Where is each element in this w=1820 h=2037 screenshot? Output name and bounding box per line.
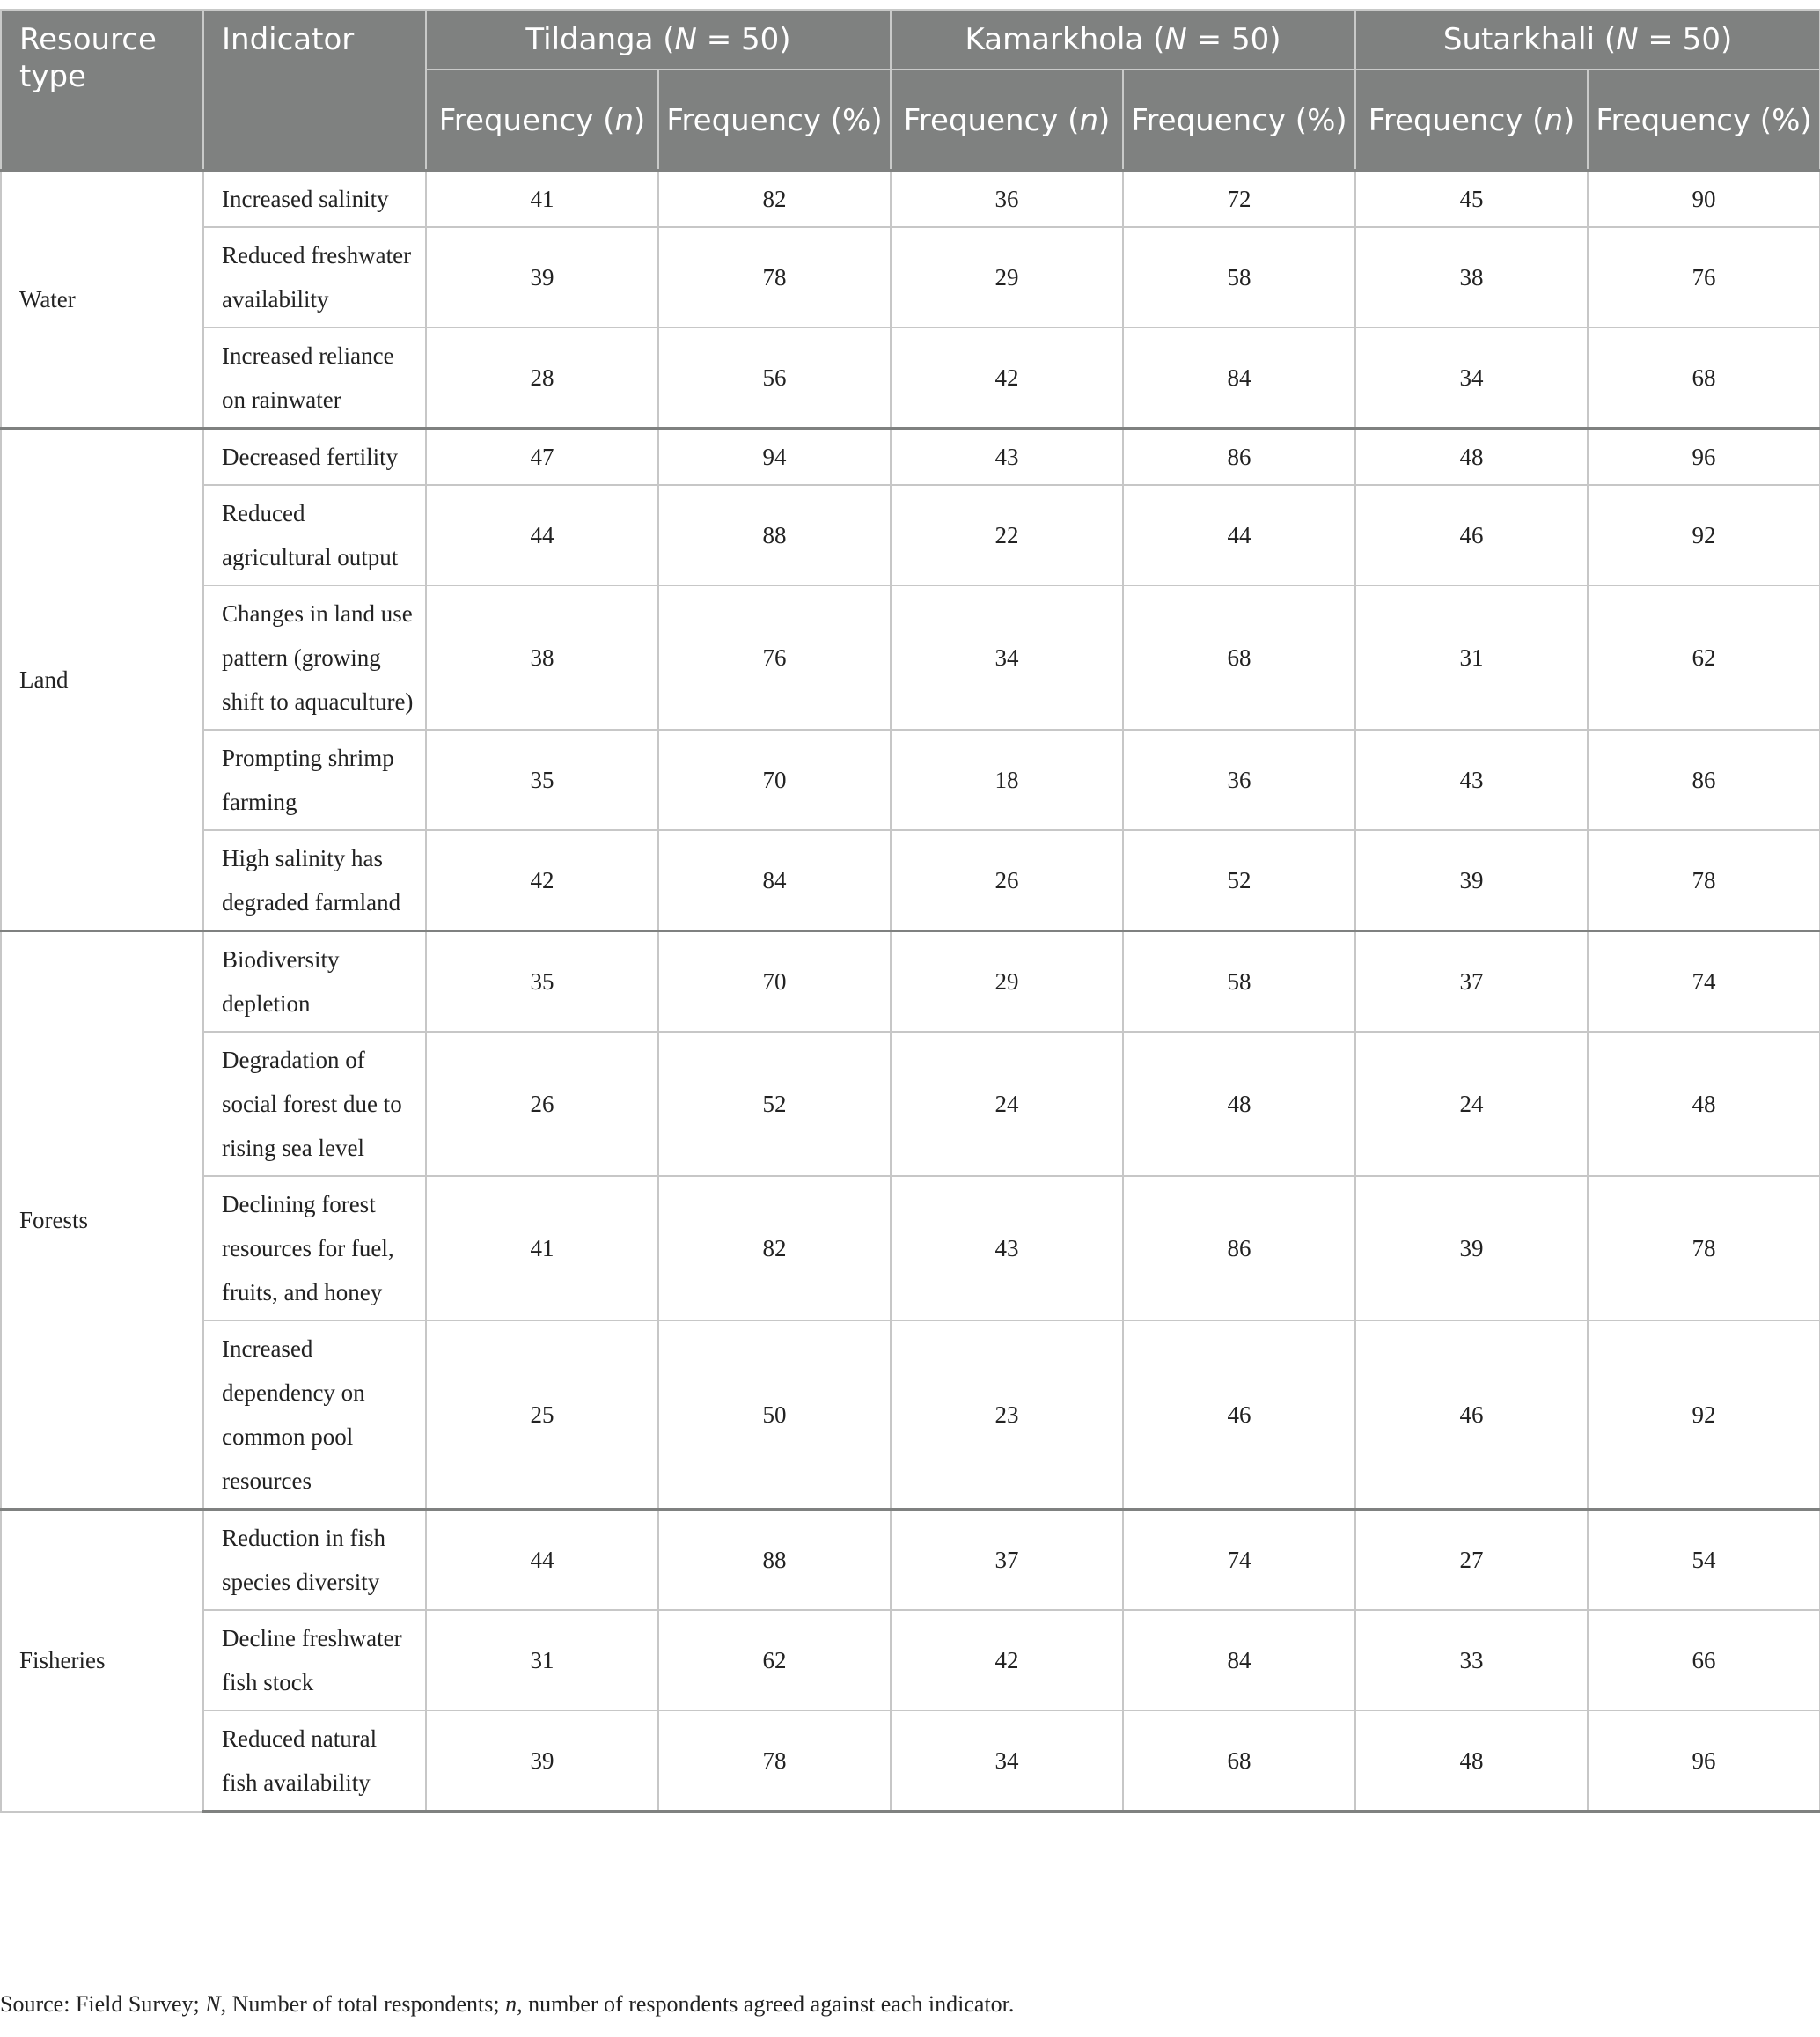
indicator-cell: Prompting shrimp farming — [203, 730, 426, 830]
header-frequency-pct: Frequency (%) — [1123, 70, 1355, 171]
frequency-pct-cell: 72 — [1123, 171, 1355, 228]
frequency-n-cell: 36 — [891, 171, 1123, 228]
frequency-pct-cell: 82 — [658, 171, 891, 228]
frequency-n-cell: 35 — [426, 730, 658, 830]
frequency-n-cell: 27 — [1355, 1510, 1588, 1611]
frequency-n-cell: 43 — [1355, 730, 1588, 830]
indicator-cell: Decline freshwater fish stock — [203, 1610, 426, 1710]
frequency-n-cell: 23 — [891, 1320, 1123, 1510]
header-village-kamarkhola: Kamarkhola (N = 50) — [891, 10, 1355, 70]
frequency-n-cell: 24 — [1355, 1032, 1588, 1176]
frequency-n-cell: 48 — [1355, 1710, 1588, 1812]
header-frequency-n: Frequency (n) — [891, 70, 1123, 171]
frequency-pct-cell: 70 — [658, 730, 891, 830]
frequency-pct-cell: 78 — [1588, 830, 1820, 931]
frequency-pct-cell: 78 — [658, 1710, 891, 1812]
frequency-pct-cell: 50 — [658, 1320, 891, 1510]
frequency-n-cell: 34 — [891, 585, 1123, 730]
indicator-cell: Reduced natural fish availability — [203, 1710, 426, 1812]
frequency-n-cell: 29 — [891, 931, 1123, 1033]
frequency-pct-cell: 86 — [1123, 1176, 1355, 1320]
table-row — [1, 1710, 1820, 1812]
frequency-pct-cell: 68 — [1123, 585, 1355, 730]
frequency-n-cell: 41 — [426, 1176, 658, 1320]
frequency-pct-cell: 88 — [658, 1510, 891, 1611]
frequency-n-cell: 39 — [1355, 830, 1588, 931]
frequency-n-cell: 37 — [1355, 931, 1588, 1033]
frequency-n-cell: 18 — [891, 730, 1123, 830]
indicator-cell: Reduced agricultural output — [203, 485, 426, 585]
indicator-cell: Declining forest resources for fuel, fruits, and honey — [203, 1176, 426, 1320]
frequency-n-cell: 44 — [426, 1510, 658, 1611]
table-row — [1, 171, 1820, 228]
table-row — [1, 485, 1820, 585]
frequency-pct-cell: 74 — [1123, 1510, 1355, 1611]
frequency-pct-cell: 58 — [1123, 227, 1355, 327]
table-row — [1, 327, 1820, 429]
frequency-pct-cell: 74 — [1588, 931, 1820, 1033]
frequency-n-cell: 45 — [1355, 171, 1588, 228]
header-frequency-pct: Frequency (%) — [658, 70, 891, 171]
frequency-pct-cell: 54 — [1588, 1510, 1820, 1611]
header-indicator: Indicator — [203, 10, 426, 171]
frequency-n-cell: 26 — [891, 830, 1123, 931]
frequency-pct-cell: 44 — [1123, 485, 1355, 585]
frequency-n-cell: 28 — [426, 327, 658, 429]
frequency-pct-cell: 76 — [1588, 227, 1820, 327]
header-village-sutarkhali: Sutarkhali (N = 50) — [1355, 10, 1820, 70]
frequency-n-cell: 42 — [891, 1610, 1123, 1710]
frequency-pct-cell: 92 — [1588, 1320, 1820, 1510]
frequency-n-cell: 41 — [426, 171, 658, 228]
frequency-n-cell: 34 — [891, 1710, 1123, 1812]
frequency-n-cell: 38 — [426, 585, 658, 730]
indicator-cell: Decreased fertility — [203, 429, 426, 486]
frequency-pct-cell: 36 — [1123, 730, 1355, 830]
frequency-n-cell: 34 — [1355, 327, 1588, 429]
indicator-cell: Changes in land use pattern (growing shift to aquaculture) — [203, 585, 426, 730]
table-row — [1, 585, 1820, 730]
frequency-n-cell: 26 — [426, 1032, 658, 1176]
frequency-pct-cell: 78 — [658, 227, 891, 327]
frequency-pct-cell: 82 — [658, 1176, 891, 1320]
frequency-pct-cell: 78 — [1588, 1176, 1820, 1320]
frequency-n-cell: 38 — [1355, 227, 1588, 327]
frequency-pct-cell: 62 — [1588, 585, 1820, 730]
frequency-pct-cell: 52 — [1123, 830, 1355, 931]
frequency-pct-cell: 68 — [1123, 1710, 1355, 1812]
header-frequency-n: Frequency (n) — [1355, 70, 1588, 171]
indicator-cell: Increased salinity — [203, 171, 426, 228]
frequency-n-cell: 37 — [891, 1510, 1123, 1611]
indicator-cell: Reduced freshwater availability — [203, 227, 426, 327]
frequency-pct-cell: 96 — [1588, 1710, 1820, 1812]
frequency-n-cell: 44 — [426, 485, 658, 585]
frequency-pct-cell: 62 — [658, 1610, 891, 1710]
frequency-n-cell: 39 — [426, 1710, 658, 1812]
table-row — [1, 1176, 1820, 1320]
frequency-pct-cell: 88 — [658, 485, 891, 585]
frequency-pct-cell: 84 — [1123, 1610, 1355, 1710]
frequency-n-cell: 39 — [1355, 1176, 1588, 1320]
frequency-pct-cell: 48 — [1588, 1032, 1820, 1176]
table-footnote: Source: Field Survey; N, Number of total respondents; n, number of respondents agreed against each indicator. — [0, 1991, 1015, 2017]
table-row — [1, 227, 1820, 327]
resource-type-cell: Land — [1, 429, 203, 931]
frequency-n-cell: 31 — [426, 1610, 658, 1710]
table-header — [1, 10, 1820, 171]
table-body — [1, 171, 1820, 1812]
frequency-pct-cell: 92 — [1588, 485, 1820, 585]
frequency-pct-cell: 96 — [1588, 429, 1820, 486]
frequency-n-cell: 25 — [426, 1320, 658, 1510]
resource-type-cell: Fisheries — [1, 1510, 203, 1812]
header-village-tildanga: Tildanga (N = 50) — [426, 10, 891, 70]
header-resource-type: Resource type — [1, 10, 203, 171]
frequency-pct-cell: 52 — [658, 1032, 891, 1176]
header-frequency-pct: Frequency (%) — [1588, 70, 1820, 171]
frequency-n-cell: 46 — [1355, 1320, 1588, 1510]
survey-table — [0, 9, 1820, 1813]
frequency-n-cell: 46 — [1355, 485, 1588, 585]
indicator-cell: Degradation of social forest due to rising sea level — [203, 1032, 426, 1176]
table-row — [1, 830, 1820, 931]
frequency-n-cell: 33 — [1355, 1610, 1588, 1710]
table-row — [1, 931, 1820, 1033]
frequency-pct-cell: 56 — [658, 327, 891, 429]
frequency-n-cell: 43 — [891, 429, 1123, 486]
table-row — [1, 1610, 1820, 1710]
indicator-cell: Increased dependency on common pool resources — [203, 1320, 426, 1510]
frequency-pct-cell: 86 — [1588, 730, 1820, 830]
indicator-cell: Biodiversity depletion — [203, 931, 426, 1033]
frequency-n-cell: 24 — [891, 1032, 1123, 1176]
table-row — [1, 1032, 1820, 1176]
frequency-pct-cell: 86 — [1123, 429, 1355, 486]
indicator-cell: High salinity has degraded farmland — [203, 830, 426, 931]
frequency-pct-cell: 46 — [1123, 1320, 1355, 1510]
frequency-n-cell: 22 — [891, 485, 1123, 585]
frequency-pct-cell: 66 — [1588, 1610, 1820, 1710]
table-row — [1, 429, 1820, 486]
frequency-pct-cell: 90 — [1588, 171, 1820, 228]
frequency-n-cell: 29 — [891, 227, 1123, 327]
frequency-pct-cell: 84 — [1123, 327, 1355, 429]
frequency-pct-cell: 48 — [1123, 1032, 1355, 1176]
frequency-n-cell: 42 — [891, 327, 1123, 429]
header-frequency-n: Frequency (n) — [426, 70, 658, 171]
frequency-n-cell: 47 — [426, 429, 658, 486]
frequency-pct-cell: 84 — [658, 830, 891, 931]
frequency-n-cell: 42 — [426, 830, 658, 931]
frequency-n-cell: 31 — [1355, 585, 1588, 730]
table-row — [1, 1510, 1820, 1611]
table-row — [1, 1320, 1820, 1510]
frequency-n-cell: 39 — [426, 227, 658, 327]
frequency-pct-cell: 68 — [1588, 327, 1820, 429]
frequency-pct-cell: 94 — [658, 429, 891, 486]
indicator-cell: Reduction in fish species diversity — [203, 1510, 426, 1611]
frequency-n-cell: 43 — [891, 1176, 1123, 1320]
frequency-n-cell: 35 — [426, 931, 658, 1033]
resource-type-cell: Forests — [1, 931, 203, 1510]
indicator-cell: Increased reliance on rainwater — [203, 327, 426, 429]
table-row — [1, 730, 1820, 830]
resource-type-cell: Water — [1, 171, 203, 429]
frequency-pct-cell: 70 — [658, 931, 891, 1033]
frequency-pct-cell: 58 — [1123, 931, 1355, 1033]
frequency-n-cell: 48 — [1355, 429, 1588, 486]
frequency-pct-cell: 76 — [658, 585, 891, 730]
